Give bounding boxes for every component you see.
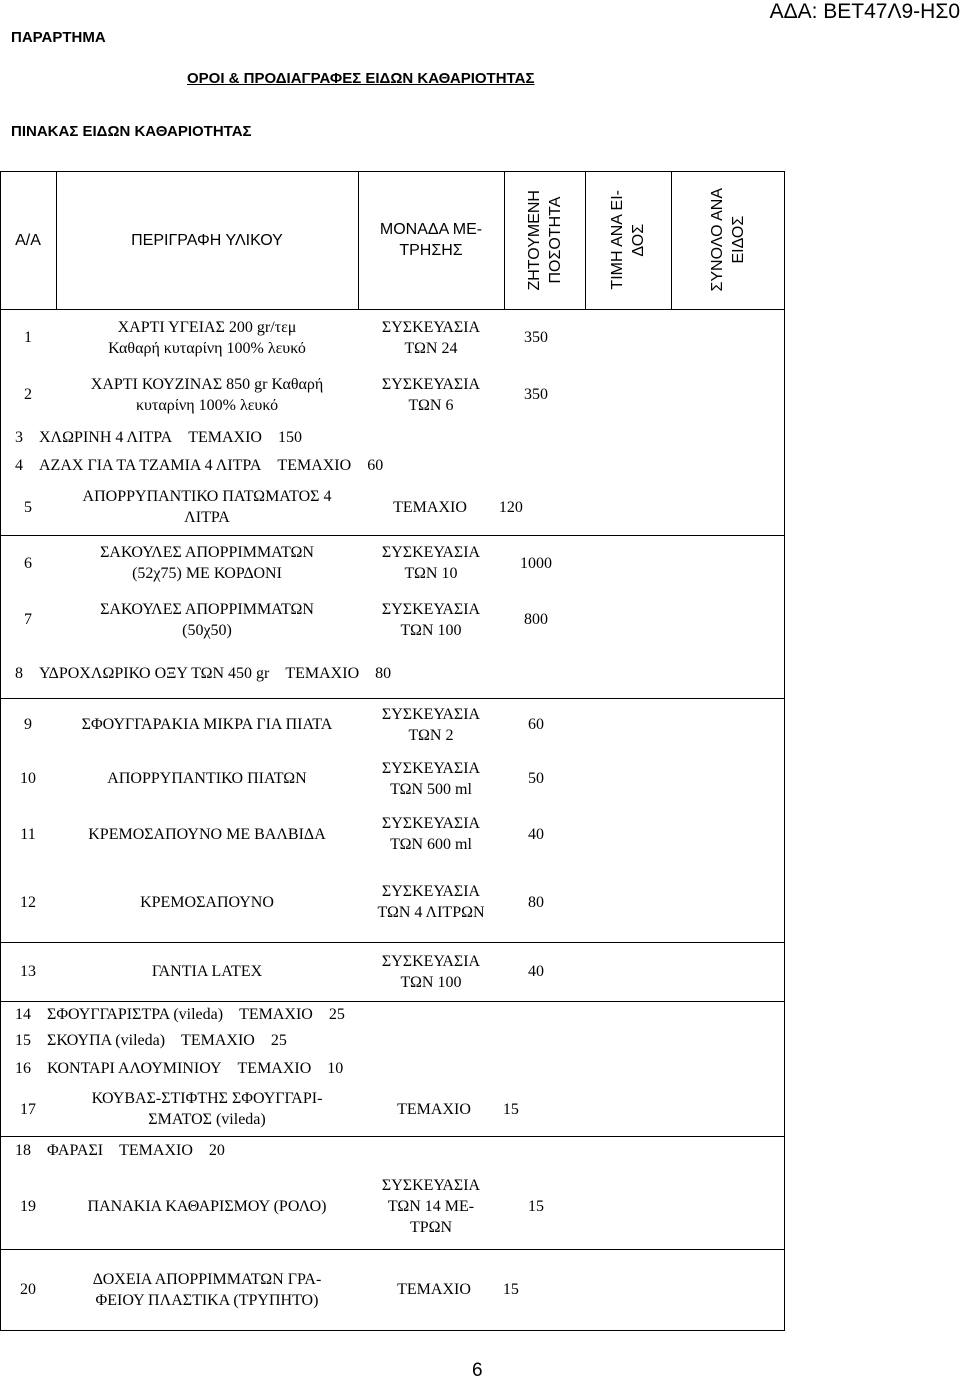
table-row: 8 ΥΔΡΟΧΛΩΡΙΚΟ ΟΞΥ ΤΩΝ 450 gr ΤΕΜΑΧΙΟ 80 — [15, 664, 392, 682]
table-row: 15 ΣΚΟΥΠΑ (vileda) ΤΕΜΑΧΙΟ 25 — [15, 1032, 287, 1049]
row-number: 19 — [20, 1198, 36, 1215]
row-description: ΑΠΟΡΡΥΠΑΝΤΙΚΟ ΠΑΤΩΜΑΤΟΣ 4 ΛΙΤΡΑ — [82, 488, 332, 526]
row-description: ΚΡΕΜΟΣΑΠΟΥΝΟ — [140, 893, 274, 911]
row-unit: ΤΕΜΑΧΙΟ 120 — [393, 498, 523, 516]
row-quantity: 80 — [528, 893, 544, 911]
row-description: ΣΑΚΟΥΛΕΣ ΑΠΟΡΡΙΜΜΑΤΩΝ (50χ50) — [100, 600, 314, 639]
row-unit: ΣΥΣΚΕΥΑΣΙΑ ΤΩΝ 10 — [381, 544, 481, 582]
row-quantity: 1000 — [520, 554, 552, 572]
row-description: ΓΑΝΤΙΑ LATEX — [151, 963, 263, 980]
row-unit: ΣΥΣΚΕΥΑΣΙΑ ΤΩΝ 2 — [381, 705, 481, 744]
row-description: ΚΡΕΜΟΣΑΠΟΥΝΟ ΜΕ ΒΑΛΒΙΔΑ — [88, 825, 326, 843]
row-description: ΔΟΧΕΙΑ ΑΠΟΡΡΙΜΜΑΤΩΝ ΓΡΑ- ΦΕΙΟΥ ΠΛΑΣΤΙΚΑ (ΤΡΥΠΗΤΟ) — [92, 1270, 322, 1309]
row-unit: ΤΕΜΑΧΙΟ 15 — [397, 1100, 519, 1118]
column-header: ΠΕΡΙΓΡΑΦΗ ΥΛΙΚΟΥ — [131, 231, 283, 249]
ada-code: ΑΔΑ: ΒΕΤ47Λ9-ΗΣ0 — [769, 0, 960, 23]
row-number: 7 — [24, 611, 32, 628]
row-number: 1 — [24, 329, 32, 346]
table-row: 18 ΦΑΡΑΣΙ ΤΕΜΑΧΙΟ 20 — [15, 1141, 225, 1159]
row-unit: ΣΥΣΚΕΥΑΣΙΑ ΤΩΝ 100 — [381, 952, 481, 991]
row-quantity: 60 — [528, 716, 544, 733]
table-rule — [0, 1330, 785, 1331]
table-title: ΠΙΝΑΚΑΣ ΕΙΔΩΝ ΚΑΘΑΡΙΟΤΗΤΑΣ — [11, 123, 252, 140]
row-description: ΧΑΡΤΙ ΚΟΥΖΙΝΑΣ 850 gr Καθαρή κυταρίνη 100% λευκό — [90, 375, 324, 414]
row-quantity: 350 — [524, 329, 548, 346]
row-description: ΠΑΝΑΚΙΑ ΚΑΘΑΡΙΣΜΟΥ (ΡΟΛΟ) — [87, 1198, 327, 1215]
row-number: 12 — [20, 893, 36, 911]
row-number: 2 — [24, 386, 32, 403]
row-quantity: 800 — [524, 611, 548, 628]
row-unit: ΣΥΣΚΕΥΑΣΙΑ ΤΩΝ 6 — [381, 375, 481, 414]
page-number: 6 — [472, 1360, 483, 1381]
row-unit: ΣΥΣΚΕΥΑΣΙΑ ΤΩΝ 100 — [381, 600, 481, 639]
row-number: 6 — [24, 554, 32, 572]
column-header: ΣΥΝΟΛΟ ΑΝΑ ΕΙΔΟΣ — [709, 188, 747, 292]
row-quantity: 15 — [528, 1198, 544, 1215]
row-unit: ΣΥΣΚΕΥΑΣΙΑ ΤΩΝ 24 — [381, 318, 481, 357]
row-description: ΧΑΡΤΙ ΥΓΕΙΑΣ 200 gr/τεμ Καθαρή κυταρίνη 100% λευκό — [108, 318, 306, 357]
row-quantity: 40 — [528, 825, 544, 843]
column-header: ΜΟΝΑΔΑ ΜΕ- ΤΡΗΣΗΣ — [379, 221, 483, 259]
row-quantity: 40 — [528, 963, 544, 980]
table-rule — [784, 309, 785, 1330]
row-description: ΣΑΚΟΥΛΕΣ ΑΠΟΡΡΙΜΜΑΤΩΝ (52χ75) ΜΕ ΚΟΡΔΟΝΙ — [100, 544, 314, 582]
row-description: ΚΟΥΒΑΣ-ΣΤΙΦΤΗΣ ΣΦΟΥΓΓΑΡΙ- ΣΜΑΤΟΣ (vileda) — [91, 1090, 323, 1128]
table-row: 14 ΣΦΟΥΓΓΑΡΙΣΤΡΑ (vileda) ΤΕΜΑΧΙΟ 25 — [15, 1005, 345, 1023]
row-number: 13 — [20, 963, 36, 980]
row-unit: ΣΥΣΚΕΥΑΣΙΑ ΤΩΝ 500 ml — [381, 759, 481, 798]
table-row: 3 ΧΛΩΡΙΝΗ 4 ΛΙΤΡΑ ΤΕΜΑΧΙΟ 150 — [15, 428, 302, 446]
row-unit: ΣΥΣΚΕΥΑΣΙΑ ΤΩΝ 600 ml — [381, 815, 481, 853]
row-number: 9 — [24, 716, 32, 733]
column-header: Α/Α — [15, 231, 41, 249]
row-number: 5 — [24, 498, 32, 516]
row-quantity: 50 — [528, 770, 544, 787]
row-number: 17 — [20, 1100, 36, 1118]
row-unit: ΣΥΣΚΕΥΑΣΙΑ ΤΩΝ 4 ΛΙΤΡΩΝ — [377, 883, 485, 921]
table-row: 16 ΚΟΝΤΑΡΙ ΑΛΟΥΜΙΝΙΟΥ ΤΕΜΑΧΙΟ 10 — [15, 1059, 344, 1077]
row-number: 20 — [20, 1281, 36, 1298]
row-number: 10 — [20, 770, 36, 787]
annex-label: ΠΑΡΑΡΤΗΜΑ — [11, 29, 106, 46]
page-title: ΟΡΟΙ & ΠΡΟΔΙΑΓΡΑΦΕΣ ΕΙΔΩΝ ΚΑΘΑΡΙΟΤΗΤΑΣ — [187, 70, 535, 87]
row-unit: ΣΥΣΚΕΥΑΣΙΑ ΤΩΝ 14 ΜΕ- ΤΡΩΝ — [381, 1177, 481, 1236]
row-unit: ΤΕΜΑΧΙΟ 15 — [397, 1281, 519, 1298]
column-header: ΖΗΤΟΥΜΕΝΗ ΠΟΣΟΤΗΤΑ — [525, 189, 564, 291]
row-description: ΑΠΟΡΡΥΠΑΝΤΙΚΟ ΠΙΑΤΩΝ — [107, 770, 307, 787]
row-number: 11 — [20, 825, 36, 843]
row-quantity: 350 — [524, 386, 548, 403]
column-header: ΤΙΜΗ ΑΝΑ ΕΙ- ΔΟΣ — [609, 190, 647, 290]
row-description: ΣΦΟΥΓΓΑΡΑΚΙΑ ΜΙΚΡΑ ΓΙΑ ΠΙΑΤΑ — [81, 716, 333, 733]
table-row: 4 ΑΖΑΧ ΓΙΑ ΤΑ ΤΖΑΜΙΑ 4 ΛΙΤΡΑ ΤΕΜΑΧΙΟ 60 — [15, 456, 384, 474]
